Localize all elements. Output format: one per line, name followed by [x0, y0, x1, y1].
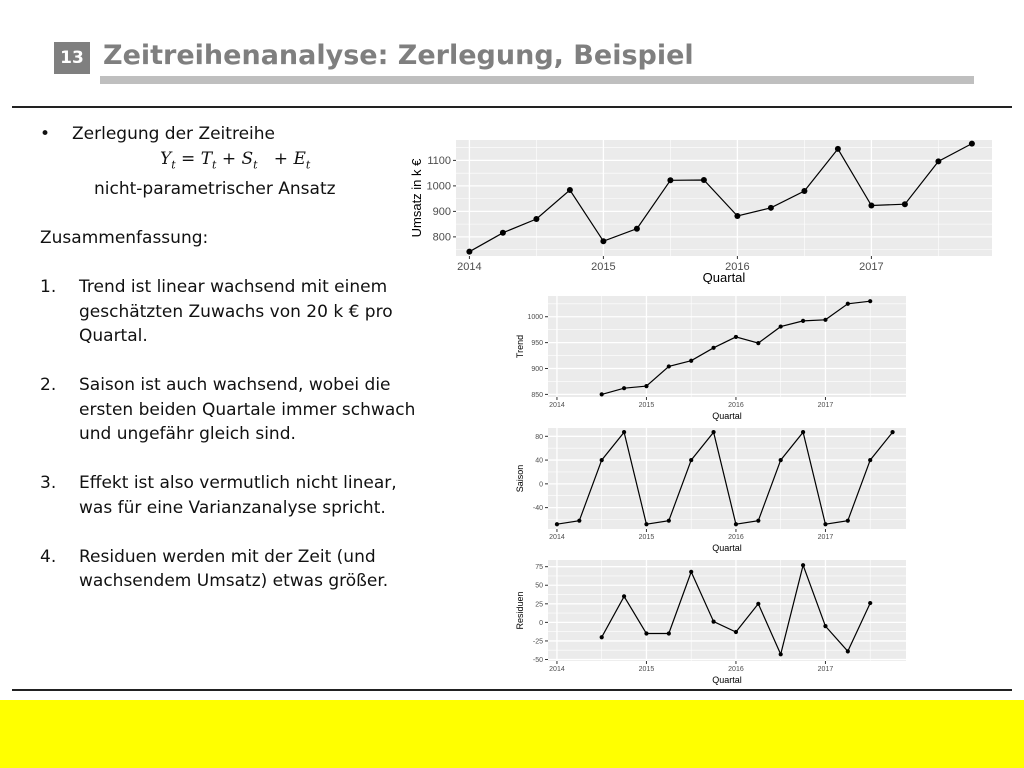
summary-item: 2. Saison ist auch wachsend, wobei die ersten beiden Quartale immer schwach und ungefähr gleich sind.	[40, 375, 416, 445]
top-divider	[12, 106, 1012, 108]
y-tick-label: 0	[539, 619, 543, 627]
x-tick-label: 2017	[859, 261, 884, 273]
bullet-text: Zerlegung der Zeitreihe	[72, 124, 275, 144]
x-axis-label: Quartal	[712, 675, 742, 685]
slide-number: 13	[60, 48, 84, 68]
title-underline	[100, 76, 974, 84]
data-point	[555, 522, 559, 526]
summary-heading: Zusammenfassung:	[40, 228, 209, 249]
approach-text: nicht-parametrischer Ansatz	[94, 179, 336, 200]
x-tick-label: 2017	[817, 534, 834, 541]
data-point	[890, 430, 894, 434]
x-tick-label: 2016	[725, 261, 750, 273]
y-tick-label: 50	[535, 582, 543, 590]
data-point	[823, 318, 827, 322]
y-tick-label: -50	[532, 656, 543, 664]
y-tick-label: 850	[531, 391, 543, 399]
y-tick-label: 0	[539, 481, 543, 489]
y-tick-label: 800	[432, 231, 451, 244]
data-point	[577, 519, 581, 523]
data-point	[846, 302, 850, 306]
data-point	[600, 392, 604, 396]
data-point	[667, 364, 671, 368]
trend-chart	[514, 293, 910, 421]
y-tick-label: 40	[535, 457, 543, 465]
y-tick-label: -25	[532, 638, 543, 646]
summary-item: 4. Residuen werden mit der Zeit (und wachsendem Umsatz) etwas größer.	[40, 546, 389, 592]
bullet-item	[40, 122, 432, 147]
x-axis-label: Quartal	[712, 411, 742, 421]
data-point	[779, 324, 783, 328]
x-tick-label: 2015	[638, 666, 655, 673]
data-point	[779, 458, 783, 462]
y-tick-label: 25	[535, 601, 543, 609]
data-point	[701, 177, 707, 183]
residual-chart	[514, 557, 910, 685]
data-point	[567, 187, 573, 193]
bottom-highlight-bar	[0, 700, 1024, 768]
y-tick-label: 1100	[427, 155, 451, 168]
data-point	[600, 635, 604, 639]
bullet-symbol: •	[40, 124, 51, 144]
data-point	[466, 249, 472, 255]
data-point	[756, 519, 760, 523]
seasonal-chart	[514, 425, 910, 553]
data-point	[779, 652, 783, 656]
slide-title: Zeitreihenanalyse: Zerlegung, Beispiel	[103, 40, 694, 71]
data-point	[868, 458, 872, 462]
x-tick-label: 2017	[817, 402, 834, 409]
data-point	[711, 430, 715, 434]
data-point	[622, 386, 626, 390]
data-point	[734, 522, 738, 526]
data-point	[644, 384, 648, 388]
y-tick-label: 900	[432, 206, 451, 219]
text-content	[40, 122, 432, 594]
y-axis-label: Residuen	[515, 591, 525, 630]
x-axis-label: Quartal	[712, 543, 742, 553]
data-point	[689, 359, 693, 363]
data-point	[734, 335, 738, 339]
data-point	[667, 519, 671, 523]
data-point	[600, 238, 606, 244]
data-point	[667, 177, 673, 183]
x-tick-label: 2015	[638, 402, 655, 409]
data-point	[846, 649, 850, 653]
data-point	[868, 601, 872, 605]
x-tick-label: 2016	[728, 534, 744, 541]
x-tick-label: 2014	[457, 261, 482, 273]
x-tick-label: 2016	[728, 402, 744, 409]
data-point	[935, 158, 941, 164]
data-point	[902, 201, 908, 207]
data-point	[768, 205, 774, 211]
data-point	[689, 570, 693, 574]
y-axis-label: Umsatz in k €	[409, 158, 424, 238]
decomposition-formula: $Y_t = T_t + S_t + E_t$	[160, 148, 311, 171]
data-point	[533, 216, 539, 222]
y-tick-label: 950	[531, 340, 543, 348]
y-tick-label: 1000	[426, 180, 451, 193]
data-point	[823, 522, 827, 526]
data-point	[600, 458, 604, 462]
data-point	[969, 141, 975, 147]
data-point	[500, 230, 506, 236]
data-point	[689, 458, 693, 462]
x-tick-label: 2015	[591, 261, 616, 273]
y-tick-label: 900	[531, 365, 543, 373]
data-point	[711, 620, 715, 624]
y-tick-label: 80	[535, 433, 543, 441]
data-point	[622, 594, 626, 598]
y-axis-label: Saison	[515, 464, 525, 493]
x-tick-label: 2016	[728, 666, 744, 673]
data-point	[622, 430, 626, 434]
summary-item: 3. Effekt ist also vermutlich nicht linear, was für eine Varianzanalyse spricht.	[40, 473, 397, 518]
data-point	[667, 631, 671, 635]
data-point	[801, 430, 805, 434]
data-point	[823, 624, 827, 628]
data-point	[868, 299, 872, 303]
data-point	[801, 563, 805, 567]
data-point	[835, 146, 841, 152]
y-tick-label: 75	[535, 564, 543, 572]
revenue-chart	[408, 136, 996, 284]
data-point	[868, 203, 874, 209]
bottom-divider	[12, 689, 1012, 691]
data-point	[644, 631, 648, 635]
slide-number-badge	[54, 42, 90, 74]
data-point	[634, 226, 640, 232]
x-tick-label: 2017	[817, 666, 834, 673]
x-tick-label: 2015	[638, 534, 655, 541]
data-point	[644, 522, 648, 526]
data-point	[846, 519, 850, 523]
data-point	[756, 602, 760, 606]
y-tick-label: -40	[532, 505, 543, 513]
data-point	[801, 188, 807, 194]
data-point	[734, 213, 740, 219]
data-point	[801, 319, 805, 323]
x-tick-label: 2014	[549, 534, 565, 541]
x-tick-label: 2014	[549, 402, 565, 409]
data-point	[734, 630, 738, 634]
summary-item: 1. Trend ist linear wachsend mit einem geschätzten Zuwachs von 20 k € pro Quartal.	[40, 277, 393, 347]
y-axis-label: Trend	[515, 334, 525, 359]
data-point	[711, 346, 715, 350]
y-tick-label: 1000	[527, 314, 543, 322]
data-point	[756, 341, 760, 345]
x-tick-label: 2014	[549, 666, 565, 673]
x-axis-label: Quartal	[702, 270, 746, 284]
